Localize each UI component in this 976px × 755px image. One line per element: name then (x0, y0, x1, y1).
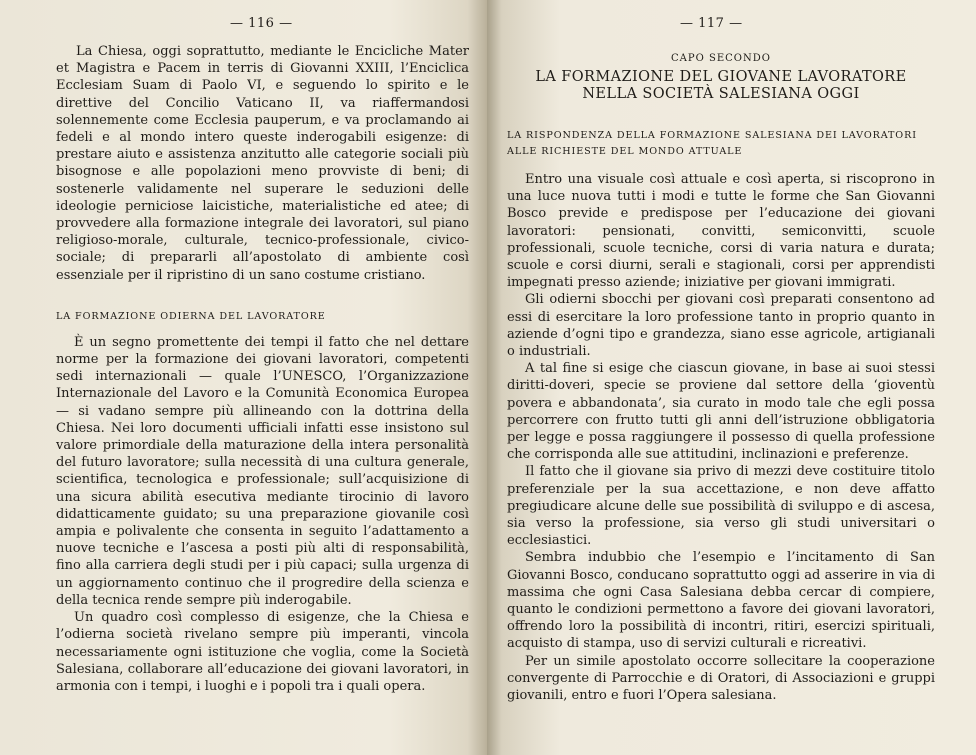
section-heading: LA RISPONDENZA DELLA FORMAZIONE SALESIANA DEI LAVORATORI ALLE RICHIESTE DEL MONDO ATTUALE (507, 130, 917, 157)
paragraph: A tal fine si esige che ciascun giovane, in base ai suoi stessi diritti-doveri, specie se proviene dal settore della ‘gioventù povera e abbandonata’, sia curato in modo tale che egli possa percorrere con frutto tutti gli anni dell’istruzione obbligatoria per legge e possa raggiungere il possesso di quella professione che corrisponda alle sue attitudini, inclinazioni e preferenze. (507, 361, 935, 463)
paragraph: È un segno promettente dei tempi il fatto che nel dettare norme per la formazione dei giovani lavoratori, competenti sedi internazionali — quale l’UNESCO, l’Organizzazione Internazionale del Lavoro e la Comunità Economica Europea — si vadano sempre più allineando con la dottrina della Chiesa. Nei loro documenti ufficiali infatti esse insistono sul valore primordiale della maturazione della intera personalità del futuro lavoratore; sulla necessità di una cultura generale, scientifica, tecnologica e professionale; sull’acquisizione di una sicura abilità esecutiva mediante tirocinio di lavoro didatticamente guidato; su una preparazione giovanile così ampia e polivalente che consenta in seguito l’adattamento a nuove tecniche e l’ascesa a posti più alti di responsabilità, fino alla carriera degli studi per i più capaci; sulla urgenza di un aggiornamento continuo che il progredire della scienza e della tecnica rende sempre più inderogabile. (56, 334, 469, 608)
page-number: — 116 — (230, 16, 293, 31)
paragraph: Per un simile apostolato occorre sollecitare la cooperazione convergente di Parrocchie e di Oratori, di Associazioni e gruppi giovanili, entro e fuori l’Opera salesiana. (507, 653, 935, 704)
paragraph: La Chiesa, oggi soprattutto, mediante le Encicliche Mater et Magistra e Pacem in terris di Giovanni XXIII, l’Enciclica Ecclesiam Suam di Paolo VI, e seguendo lo spirito e le direttive del Concilio Vaticano II, va riaffermandosi solennemente come Ecclesia pauperum, e va proclamando ai fedeli e al mondo intero queste inderogabili esigenze: di prestare aiuto e assistenza anzitutto alle categorie sociali più bisognose e alle popolazioni meno provviste di beni; di sostenerle validamente nel superare le seduzioni delle ideologie perniciose laicistiche, materialistiche ed atee; di provvedere alla formazione integrale dei lavoratori, sul piano religioso-morale, culturale, tecnico-professionale, civico-sociale; di prepararli all’apostolato di ambiente così essenziale per il ripristino di un sano costume cristiano. (56, 44, 469, 283)
paragraph: Un quadro così complesso di esigenze, che la Chiesa e l’odierna società rivelano sempre più imperanti, vincola necessariamente ogni istituzione che voglia, come la Società Salesiana, collaborare all’educazione dei giovani lavoratori, in armonia con i tempi, i luoghi e i popoli tra i quali opera. (56, 610, 469, 694)
chapter-label: CAPO SECONDO (671, 53, 771, 64)
right-page (487, 0, 976, 755)
page-number: — 117 — (680, 16, 743, 31)
paragraph: Il fatto che il giovane sia privo di mezzi deve costituire titolo preferenziale per la sua accettazione, e non deve affatto pregiudicare alcune delle sue possibilità di sviluppo e di ascesa, sia verso la professione, sia verso gli studi universitari o ecclesiastici. (507, 464, 935, 549)
paragraph: Gli odierni sbocchi per giovani così preparati consentono ad essi di esercitare la loro professione tanto in proprio quanto in aziende d’ogni tipo e grandezza, siano esse agricole, artigianali o industriali. (507, 292, 935, 360)
paragraph: Sembra indubbio che l’esempio e l’incitamento di San Giovanni Bosco, conducano soprattutto oggi ad asserire in via di massima che ogni Casa Salesiana debba cercar di compiere, quanto le condizioni permettono a favore dei giovani lavoratori, offrendo loro la possibilità di incontri, ritiri, esercizi spirituali, acquisto di stampa, uso di servizi culturali e ricreativi. (507, 550, 935, 652)
left-page (0, 0, 487, 755)
left-page-body (56, 43, 469, 695)
chapter-title: LA FORMAZIONE DEL GIOVANE LAVORATORE NELLA SOCIETÀ SALESIANA OGGI (535, 69, 907, 102)
right-page-body (507, 40, 935, 704)
paragraph: Entro una visuale così attuale e così aperta, si riscoprono in una luce nuova tutti i modi e tutte le forme che San Giovanni Bosco previde e predispose per l’educazione dei giovani lavoratori: pensionati, convitti, semiconvitti, scuole professionali, scuole tecniche, corsi di varia natura e durata; scuole e corsi diurni, serali e stagionali, corsi per apprendisti impegnati presso aziende; iniziative per giovani immigrati. (507, 172, 935, 291)
section-heading: LA FORMAZIONE ODIERNA DEL LAVORATORE (56, 310, 326, 322)
